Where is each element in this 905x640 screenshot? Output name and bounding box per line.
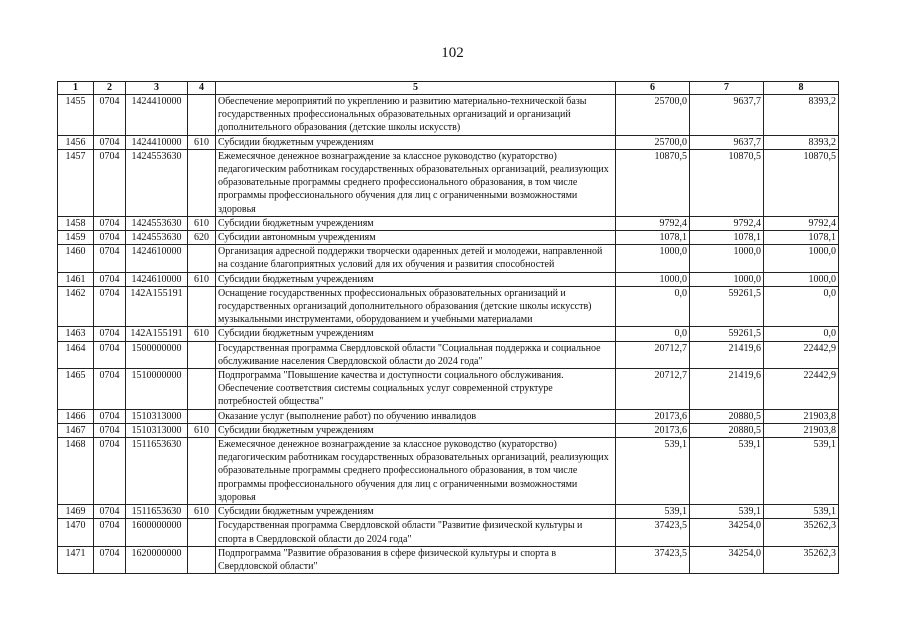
amount-col-8: 21903,8 xyxy=(764,409,839,423)
col-header-6: 6 xyxy=(616,82,690,95)
amount-col-7: 1000,0 xyxy=(690,272,764,286)
table-row xyxy=(58,216,839,230)
row-number: 1456 xyxy=(58,135,94,149)
target-article-code: 1510313000 xyxy=(126,409,188,423)
section-code: 0704 xyxy=(94,369,126,410)
amount-col-6: 20173,6 xyxy=(616,423,690,437)
item-name: Субсидии автономным учреждениям xyxy=(216,231,616,245)
target-article-code: 1620000000 xyxy=(126,546,188,573)
target-article-code: 1424610000 xyxy=(126,245,188,272)
expense-type-code: 610 xyxy=(188,272,216,286)
target-article-code: 1500000000 xyxy=(126,341,188,368)
amount-col-7: 59261,5 xyxy=(690,327,764,341)
amount-col-6: 1078,1 xyxy=(616,231,690,245)
table-row xyxy=(58,95,839,136)
amount-col-6: 539,1 xyxy=(616,438,690,505)
amount-col-7: 20880,5 xyxy=(690,409,764,423)
expense-type-code xyxy=(188,286,216,327)
section-code: 0704 xyxy=(94,341,126,368)
table-row xyxy=(58,231,839,245)
col-header-4: 4 xyxy=(188,82,216,95)
row-number: 1461 xyxy=(58,272,94,286)
item-name: Оказание услуг (выполнение работ) по обучению инвалидов xyxy=(216,409,616,423)
table-row xyxy=(58,409,839,423)
amount-col-7: 10870,5 xyxy=(690,149,764,216)
row-number: 1465 xyxy=(58,369,94,410)
table-row xyxy=(58,327,839,341)
item-name: Обеспечение мероприятий по укреплению и развитию материально-технической базы государственных профессиональных образовательных организаций и организаций дополнительного образования (детские школы искусств) xyxy=(216,95,616,136)
section-code: 0704 xyxy=(94,327,126,341)
table-row xyxy=(58,149,839,216)
amount-col-6: 20173,6 xyxy=(616,409,690,423)
target-article-code: 1600000000 xyxy=(126,519,188,546)
table-body xyxy=(58,95,839,574)
expense-type-code xyxy=(188,519,216,546)
col-header-1: 1 xyxy=(58,82,94,95)
item-name: Субсидии бюджетным учреждениям xyxy=(216,272,616,286)
amount-col-6: 37423,5 xyxy=(616,519,690,546)
amount-col-7: 539,1 xyxy=(690,438,764,505)
target-article-code: 1424410000 xyxy=(126,95,188,136)
amount-col-6: 37423,5 xyxy=(616,546,690,573)
amount-col-7: 21419,6 xyxy=(690,369,764,410)
amount-col-6: 20712,7 xyxy=(616,341,690,368)
item-name: Субсидии бюджетным учреждениям xyxy=(216,135,616,149)
amount-col-7: 9792,4 xyxy=(690,216,764,230)
item-name: Ежемесячное денежное вознаграждение за классное руководство (кураторство) педагогическим работникам государственных образовательных организаций, реализующих образовательные программы среднего профессионального образования, в том числе программы профессионального обучения для лиц с ограниченными возможностями здоровья xyxy=(216,149,616,216)
amount-col-8: 1000,0 xyxy=(764,245,839,272)
target-article-code: 1510000000 xyxy=(126,369,188,410)
amount-col-7: 21419,6 xyxy=(690,341,764,368)
item-name: Подпрограмма "Повышение качества и доступности социального обслуживания. Обеспечение соответствия системы социальных услуг современной структуре потребностей общества" xyxy=(216,369,616,410)
table-row xyxy=(58,519,839,546)
table-row xyxy=(58,369,839,410)
section-code: 0704 xyxy=(94,505,126,519)
row-number: 1460 xyxy=(58,245,94,272)
amount-col-8: 35262,3 xyxy=(764,519,839,546)
row-number: 1459 xyxy=(58,231,94,245)
amount-col-8: 22442,9 xyxy=(764,341,839,368)
row-number: 1464 xyxy=(58,341,94,368)
amount-col-8: 539,1 xyxy=(764,505,839,519)
section-code: 0704 xyxy=(94,95,126,136)
amount-col-7: 34254,0 xyxy=(690,546,764,573)
row-number: 1469 xyxy=(58,505,94,519)
col-header-2: 2 xyxy=(94,82,126,95)
target-article-code: 1511653630 xyxy=(126,505,188,519)
expense-type-code xyxy=(188,409,216,423)
amount-col-7: 20880,5 xyxy=(690,423,764,437)
amount-col-8: 539,1 xyxy=(764,438,839,505)
expense-type-code: 610 xyxy=(188,135,216,149)
row-number: 1466 xyxy=(58,409,94,423)
item-name: Ежемесячное денежное вознаграждение за классное руководство (кураторство) педагогическим работникам государственных образовательных организаций, реализующих образовательные программы среднего профессионального образования, в том числе программы профессионального обучения для лиц с ограниченными возможностями здоровья xyxy=(216,438,616,505)
amount-col-6: 1000,0 xyxy=(616,272,690,286)
row-number: 1458 xyxy=(58,216,94,230)
expense-type-code: 620 xyxy=(188,231,216,245)
target-article-code: 1424553630 xyxy=(126,216,188,230)
table-row xyxy=(58,272,839,286)
section-code: 0704 xyxy=(94,423,126,437)
amount-col-6: 0,0 xyxy=(616,327,690,341)
row-number: 1463 xyxy=(58,327,94,341)
amount-col-7: 9637,7 xyxy=(690,95,764,136)
item-name: Субсидии бюджетным учреждениям xyxy=(216,505,616,519)
section-code: 0704 xyxy=(94,135,126,149)
table-row xyxy=(58,438,839,505)
amount-col-6: 0,0 xyxy=(616,286,690,327)
row-number: 1457 xyxy=(58,149,94,216)
expense-type-code: 610 xyxy=(188,327,216,341)
amount-col-6: 20712,7 xyxy=(616,369,690,410)
table-row xyxy=(58,135,839,149)
row-number: 1467 xyxy=(58,423,94,437)
amount-col-7: 1078,1 xyxy=(690,231,764,245)
table-row xyxy=(58,505,839,519)
row-number: 1470 xyxy=(58,519,94,546)
row-number: 1455 xyxy=(58,95,94,136)
item-name: Подпрограмма "Развитие образования в сфере физической культуры и спорта в Свердловской области" xyxy=(216,546,616,573)
amount-col-8: 35262,3 xyxy=(764,546,839,573)
amount-col-8: 21903,8 xyxy=(764,423,839,437)
expense-type-code xyxy=(188,341,216,368)
col-header-3: 3 xyxy=(126,82,188,95)
col-header-5: 5 xyxy=(216,82,616,95)
amount-col-7: 1000,0 xyxy=(690,245,764,272)
table-row xyxy=(58,341,839,368)
expense-type-code xyxy=(188,438,216,505)
item-name: Оснащение государственных профессиональных образовательных организаций и государственных организаций дополнительного образования (детские школы искусств) музыкальными инструментами, оборудованием и учебными материалами xyxy=(216,286,616,327)
target-article-code: 142A155191 xyxy=(126,327,188,341)
section-code: 0704 xyxy=(94,519,126,546)
item-name: Субсидии бюджетным учреждениям xyxy=(216,216,616,230)
row-number: 1468 xyxy=(58,438,94,505)
header-row xyxy=(58,82,839,95)
expense-type-code xyxy=(188,95,216,136)
amount-col-8: 0,0 xyxy=(764,286,839,327)
expense-type-code: 610 xyxy=(188,423,216,437)
target-article-code: 1511653630 xyxy=(126,438,188,505)
amount-col-7: 59261,5 xyxy=(690,286,764,327)
expense-type-code: 610 xyxy=(188,216,216,230)
expense-type-code: 610 xyxy=(188,505,216,519)
amount-col-8: 0,0 xyxy=(764,327,839,341)
amount-col-7: 34254,0 xyxy=(690,519,764,546)
budget-table xyxy=(57,81,839,574)
page-number: 102 xyxy=(441,45,464,61)
amount-col-6: 25700,0 xyxy=(616,135,690,149)
amount-col-8: 10870,5 xyxy=(764,149,839,216)
amount-col-8: 9792,4 xyxy=(764,216,839,230)
amount-col-8: 22442,9 xyxy=(764,369,839,410)
section-code: 0704 xyxy=(94,546,126,573)
amount-col-7: 539,1 xyxy=(690,505,764,519)
amount-col-6: 9792,4 xyxy=(616,216,690,230)
item-name: Государственная программа Свердловской области "Развитие физической культуры и спорта в Свердловской области до 2024 года" xyxy=(216,519,616,546)
amount-col-6: 10870,5 xyxy=(616,149,690,216)
section-code: 0704 xyxy=(94,231,126,245)
amount-col-8: 8393,2 xyxy=(764,135,839,149)
table-row xyxy=(58,286,839,327)
amount-col-8: 1078,1 xyxy=(764,231,839,245)
col-header-7: 7 xyxy=(690,82,764,95)
expense-type-code xyxy=(188,546,216,573)
expense-type-code xyxy=(188,245,216,272)
target-article-code: 1424610000 xyxy=(126,272,188,286)
row-number: 1471 xyxy=(58,546,94,573)
table-row xyxy=(58,546,839,573)
amount-col-8: 8393,2 xyxy=(764,95,839,136)
section-code: 0704 xyxy=(94,286,126,327)
target-article-code: 1424553630 xyxy=(126,149,188,216)
section-code: 0704 xyxy=(94,216,126,230)
amount-col-6: 539,1 xyxy=(616,505,690,519)
target-article-code: 1424410000 xyxy=(126,135,188,149)
target-article-code: 142A155191 xyxy=(126,286,188,327)
target-article-code: 1510313000 xyxy=(126,423,188,437)
item-name: Организация адресной поддержки творчески одаренных детей и молодежи, направленной на создание благоприятных условий для их обучения и развития способностей xyxy=(216,245,616,272)
item-name: Субсидии бюджетным учреждениям xyxy=(216,423,616,437)
amount-col-7: 9637,7 xyxy=(690,135,764,149)
col-header-8: 8 xyxy=(764,82,839,95)
target-article-code: 1424553630 xyxy=(126,231,188,245)
expense-type-code xyxy=(188,369,216,410)
table-row xyxy=(58,245,839,272)
item-name: Государственная программа Свердловской области "Социальная поддержка и социальное обслуживание населения Свердловской области до 2024 года" xyxy=(216,341,616,368)
item-name: Субсидии бюджетным учреждениям xyxy=(216,327,616,341)
section-code: 0704 xyxy=(94,245,126,272)
table-row xyxy=(58,423,839,437)
section-code: 0704 xyxy=(94,438,126,505)
section-code: 0704 xyxy=(94,272,126,286)
amount-col-6: 25700,0 xyxy=(616,95,690,136)
expense-type-code xyxy=(188,149,216,216)
amount-col-8: 1000,0 xyxy=(764,272,839,286)
section-code: 0704 xyxy=(94,149,126,216)
amount-col-6: 1000,0 xyxy=(616,245,690,272)
section-code: 0704 xyxy=(94,409,126,423)
row-number: 1462 xyxy=(58,286,94,327)
